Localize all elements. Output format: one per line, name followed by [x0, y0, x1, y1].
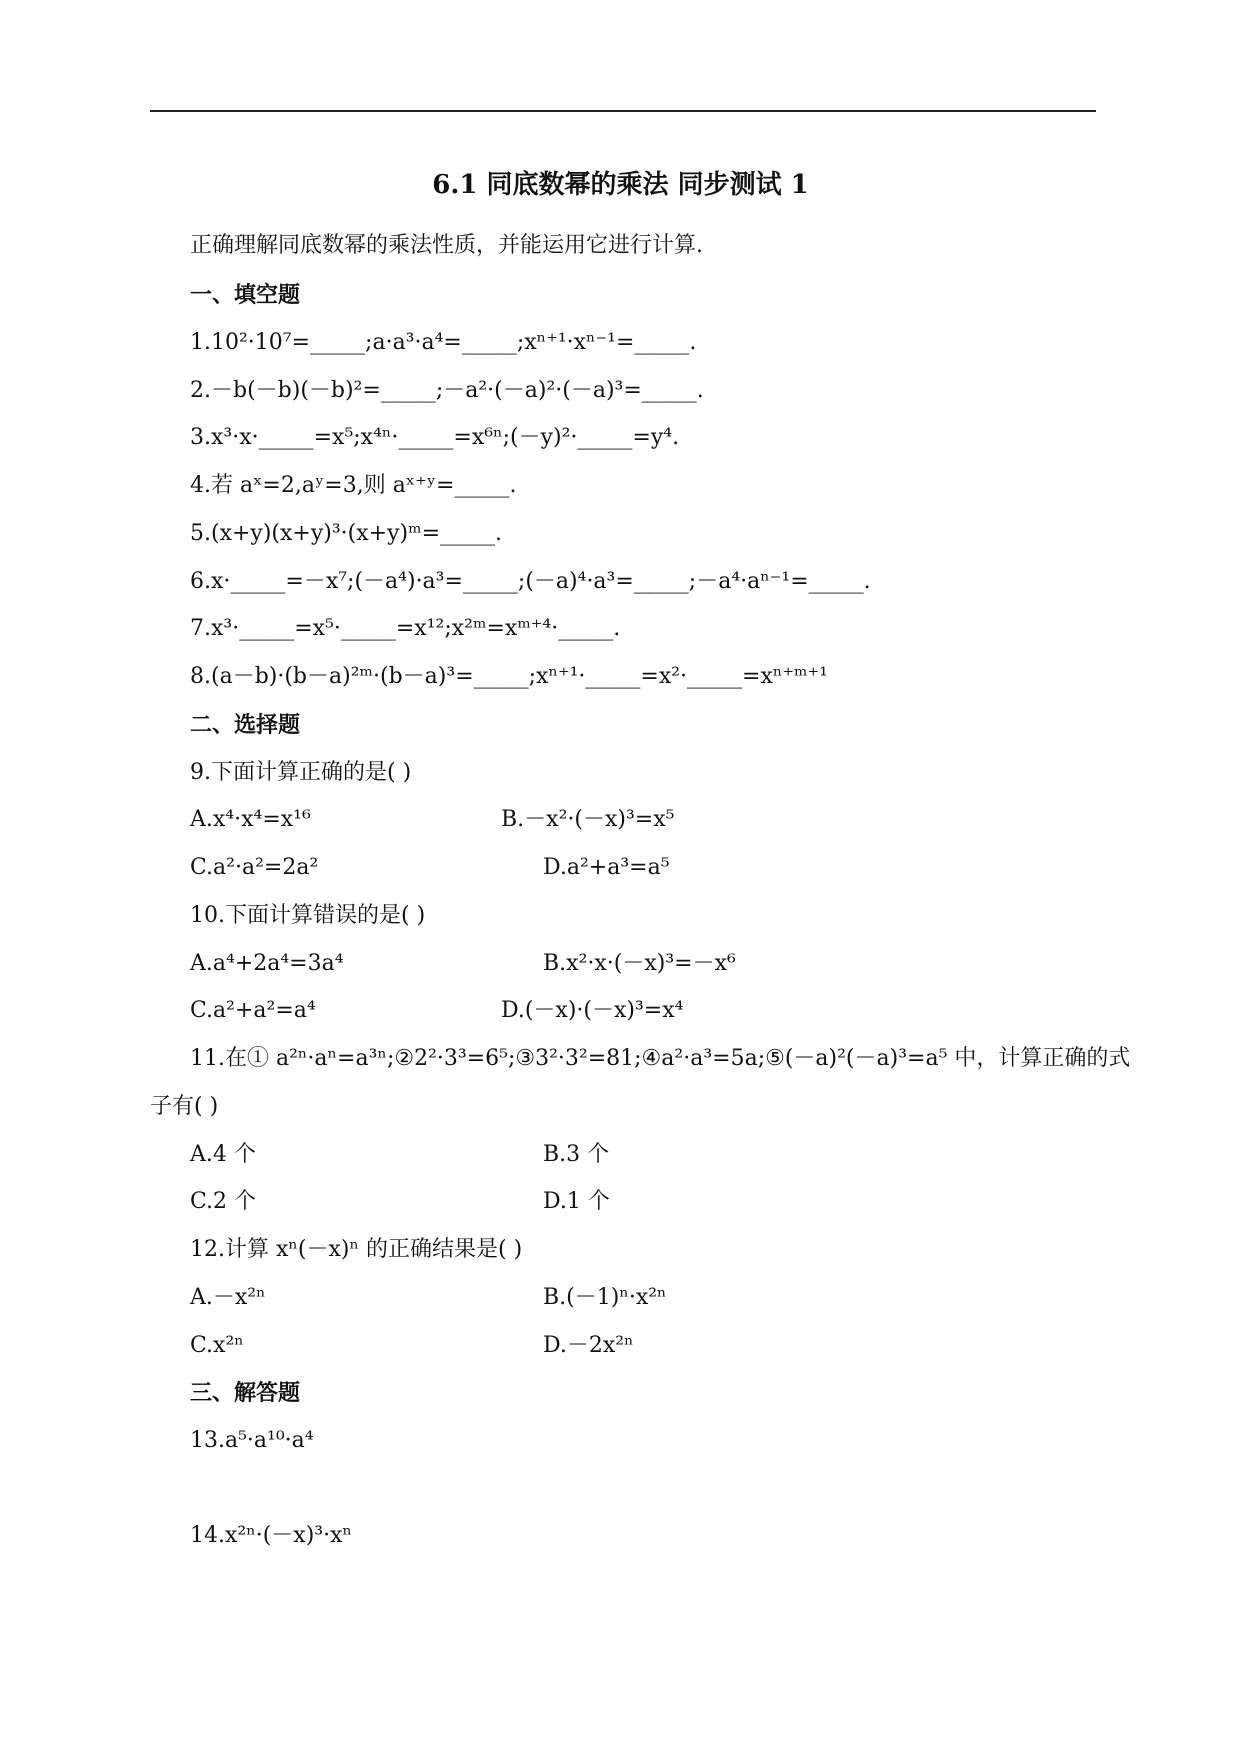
question-12-stem: 12.计算 xⁿ(－x)ⁿ 的正确结果是( ) [190, 1237, 523, 1262]
question-12-option-a: A.－x²ⁿ [190, 1285, 266, 1310]
question-10-option-d: D.(－x)·(－x)³=x⁴ [501, 998, 684, 1023]
question-12-option-b: B.(－1)ⁿ·x²ⁿ [543, 1285, 667, 1310]
question-9-option-a: A.x⁴·x⁴=x¹⁶ [190, 807, 311, 832]
question-9-stem: 9.下面计算正确的是( ) [190, 760, 412, 785]
question-13: 13.a⁵·a¹⁰·a⁴ [190, 1428, 314, 1453]
header-rule [150, 110, 1096, 112]
question-1: 1.10²·10⁷=_____;a·a³·a⁴=_____;xⁿ⁺¹·xⁿ⁻¹=_____. [190, 330, 697, 355]
question-10-option-a: A.a⁴+2a⁴=3a⁴ [190, 951, 344, 976]
question-4: 4.若 aˣ=2,aʸ=3,则 aˣ⁺ʸ=_____. [190, 473, 517, 498]
question-6: 6.x·_____=－x⁷;(－a⁴)·a³=_____;(－a)⁴·a³=_____;－a⁴·aⁿ⁻¹=_____. [190, 569, 871, 594]
section-heading-fill-in: 一、填空题 [190, 282, 301, 308]
section-heading-multiple-choice: 二、选择题 [190, 712, 301, 738]
question-5: 5.(x+y)(x+y)³·(x+y)ᵐ=_____. [190, 521, 503, 546]
question-11-stem-line-1: 11.在① a²ⁿ·aⁿ=a³ⁿ;②2²·3³=6⁵;③3²·3²=81;④a²·a³=5a;⑤(－a)²(－a)³=a⁵ 中，计算正确的式 [190, 1046, 1131, 1071]
section-heading-solve: 三、解答题 [190, 1380, 301, 1406]
question-2: 2.－b(－b)(－b)²=_____;－a²·(－a)²·(－a)³=_____. [190, 378, 704, 403]
question-14: 14.x²ⁿ·(－x)³·xⁿ [190, 1523, 353, 1548]
question-9-option-d: D.a²+a³=a⁵ [543, 855, 670, 880]
question-3: 3.x³·x·_____=x⁵;x⁴ⁿ·_____=x⁶ⁿ;(－y)²·_____=y⁴. [190, 425, 680, 450]
document-title: 6.1 同底数幂的乘法 同步测试 1 [432, 170, 809, 200]
question-10-option-c: C.a²+a²=a⁴ [190, 998, 316, 1023]
question-11-option-b: B.3 个 [543, 1142, 610, 1167]
question-11-option-a: A.4 个 [190, 1142, 256, 1167]
question-9-option-c: C.a²·a²=2a² [190, 855, 319, 880]
question-11-option-d: D.1 个 [543, 1189, 610, 1214]
question-12-option-d: D.－2x²ⁿ [543, 1333, 634, 1358]
question-9-option-b: B.－x²·(－x)³=x⁵ [501, 807, 675, 832]
question-10-option-b: B.x²·x·(－x)³=－x⁶ [543, 951, 736, 976]
question-8: 8.(a－b)·(b－a)²ᵐ·(b－a)³=_____;xⁿ⁺¹·_____=x²·_____=xⁿ⁺ᵐ⁺¹ [190, 664, 828, 689]
question-7: 7.x³·_____=x⁵·_____=x¹²;x²ᵐ=xᵐ⁺⁴·_____. [190, 616, 621, 641]
question-10-stem: 10.下面计算错误的是( ) [190, 903, 426, 928]
question-11-stem-line-2: 子有( ) [150, 1094, 219, 1119]
question-12-option-c: C.x²ⁿ [190, 1333, 244, 1358]
question-11-option-c: C.2 个 [190, 1189, 257, 1214]
intro-text: 正确理解同底数幂的乘法性质，并能运用它进行计算. [190, 233, 703, 258]
